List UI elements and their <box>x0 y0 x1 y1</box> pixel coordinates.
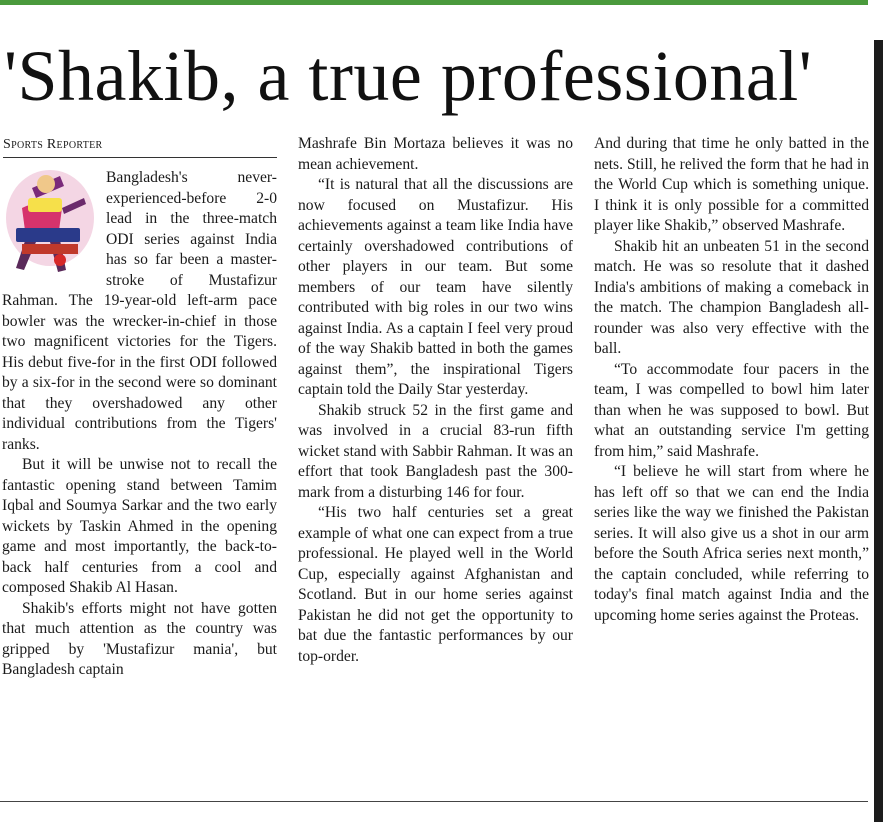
byline: Sports Reporter <box>3 137 277 158</box>
ice-cream-odi-series-logo-icon <box>2 168 98 278</box>
headline: 'Shakib, a true professional' <box>4 36 813 116</box>
paragraph: Shakib hit an unbeaten 51 in the second match. He was so resolute that it dashed India's ambitions of making a comeback in the match. The champion Bangladesh all-rounder was also very effective with the ball. <box>594 237 869 357</box>
paragraph: “To accommodate four pacers in the team, I was compelled to bowl him later than when he was supposed to bowl. But what an outstanding service I'm getting from him,” said Mashrafe. <box>594 360 869 460</box>
bottom-rule <box>0 801 868 802</box>
page-edge-shadow <box>874 40 883 822</box>
paragraph: Shakib's efforts might not have gotten that much attention as the country was gripped by 'Mustafizur mania', but Bangladesh captain <box>2 599 277 678</box>
paragraph: “His two half centuries set a great example of what one can expect from a true professional. He played well in the World Cup, especially against Afghanistan and Scotland. But in our home series against Pakistan he did not get the opportunity to bat due the fantastic performances by our top-order. <box>298 504 573 665</box>
paragraph: Shakib struck 52 in the first game and was involved in a crucial 83-run fifth wicket stand with Sabbir Rahman. It was an effort that took Bangladesh past the 300-mark from a disturbing 146 for four. <box>298 401 573 501</box>
paragraph: Mashrafe Bin Mortaza believes it was no mean achievement. <box>298 135 573 173</box>
article-column-3 <box>594 134 869 784</box>
paragraph: And during that time he only batted in the nets. Still, he relived the form that he had in the World Cup which is something unique. I think it is only possible for a committed player like Shakib,” observed Mashrafe. <box>594 135 869 234</box>
article-column-2 <box>298 134 573 784</box>
paragraph: But it will be unwise not to recall the fantastic opening stand between Tamim Iqbal and Soumya Sarkar and the two early wickets by Taskin Ahmed in the opening game and most importantly, the back-to-back half centuries from a cool and composed Shakib Al Hasan. <box>2 456 277 596</box>
paragraph: “It is natural that all the discussions are now focused on Mustafizur. His achievements against a team like India have certainly overshadowed contributions of other players in our team. But some members of our team have silently contributed with big roles in our two wins against India. As a captain I feel very proud of the way Shakib batted in both the games against them”, the inspirational Tigers captain told the Daily Star yesterday. <box>298 176 573 398</box>
top-accent-bar <box>0 0 868 5</box>
paragraph: Bangladesh's never-experienced-before 2-0 lead in the three-match ODI series against India has so far been a master-stroke of Mustafizur Rahman. The 19-year-old left-arm pace bowler was the wrecker-in-chief in those two magnificent victories for the Tigers. His debut five-for in the first ODI followed by a six-for in the second were so dominant that they overshadowed any other individual contributions from the Tigers' ranks. <box>2 169 277 453</box>
paragraph: “I believe he will start from where he has left off so that we can end the India series like the way we finished the Pakistan series. It will also give us a shot in our arm before the South Africa series next month,” the captain concluded, while referring to today's final match against India and the upcoming home series against the Proteas. <box>594 463 869 624</box>
article-column-1 <box>2 168 277 780</box>
